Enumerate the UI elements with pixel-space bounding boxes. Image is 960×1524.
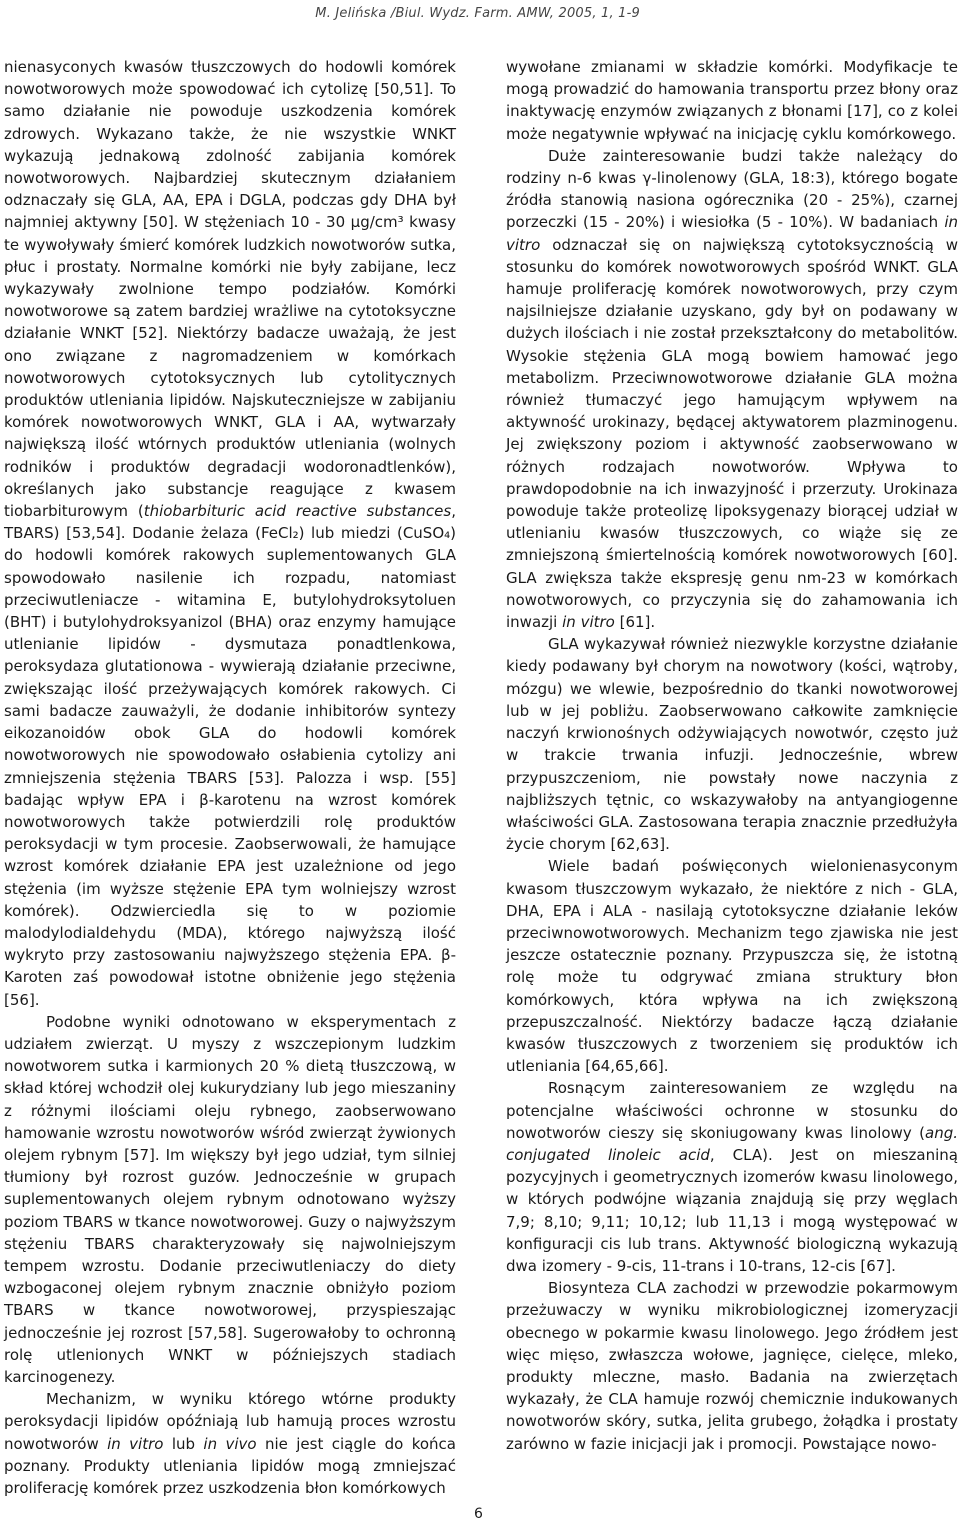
- italic-text: ang. conjugated linoleic acid: [506, 1123, 958, 1164]
- paragraph: [506, 145, 958, 633]
- paragraph: [4, 56, 456, 1011]
- page-number: 6: [474, 1506, 483, 1522]
- text-run: lub: [163, 1434, 204, 1453]
- text-run: Rosnącym zainteresowaniem ze względu na potencjalne właściwości ochronne w stosunku do nowotworów cieszy się skoniugowany kwas linolowy (: [506, 1079, 958, 1142]
- running-header: M. Jelińska /Biul. Wydz. Farm. AMW, 2005, 1, 1-9: [315, 6, 640, 21]
- italic-text: in vivo: [203, 1434, 257, 1453]
- paragraph: [506, 56, 958, 145]
- text-run: wywołane zmianami w składzie komórki. Modyfikacje te mogą prowadzić do hamowania transportu przez błony oraz inaktywację enzymów związanych z błonami [17], co z kolei może negatywnie wpływać na inicjację cyklu komórkowego.: [506, 58, 958, 143]
- italic-text: thiobarbituric acid reactive substances: [143, 502, 452, 521]
- paragraph: [506, 855, 958, 1077]
- right-column: [506, 56, 958, 1455]
- text-run: nie jest ciągle do końca poznany. Produkty utleniania lipidów mogą zmniejszać proliferację komórek przez uszkodzenia błon komórkowych: [4, 1434, 456, 1497]
- text-run: odznaczał się on największą cytotoksycznością w stosunku do komórek nowotworowych spośród WNKT. GLA hamuje proliferację komórek nowotworowych, przy czym najsilniejsze działanie uzyskano, gdy był on podawany w dużych ilościach i nie został przekształcony do metabolitów. Wysokie stężenia GLA mogą bowiem hamować jego metabolizm. Przeciwnowotworowe działanie GLA można również tłumaczyć jego hamującym wpływem na aktywność urokinazy, będącej aktywatorem plazminogenu. Jej zwiększony poziom i aktywność zaobserwowano w różnych rodzajach nowotworów. Wpływa to prawdopodobnie na ich inwazyjność i przerzuty. Urokinaza powoduje także proteolizę lipoksygenazy biorącej udział w utlenianiu kwasów tłuszczowych, co wiąże się ze zmniejszoną śmiertelnością komórek nowotworowych [60]. GLA zwiększa także ekspresję genu nm-23 w komórkach nowotworowych, co przyczynia się do zahamowania ich inwazji: [506, 235, 958, 632]
- text-run: , TBARS) [53,54]. Dodanie żelaza (FeCl₂) lub miedzi (CuSO₄) do hodowli komórek rakowych suplementowanych GLA spowodowało nasilenie ich rozpadu, natomiast przeciwutleniacze - witamina E, butylohydroksytoluen (BHT) i butylohydroksyanizol (BHA) oraz enzymy hamujące utlenianie lipidów - dysmutaza ponadtlenkowa, peroksydaza glutationowa - wywierają działanie przeciwne, zwiększając ilość przeżywających komórek rakowych. Ci sami badacze zauważyli, że dodanie inhibitorów syntezy eikozanoidów obok GLA do hodowli komórek nowotworowych nie spowodowało osłabienia cytolizy ani zmniejszenia stężenia TBARS [53]. Palozza i wsp. [55] badając wpływ EPA i β-karotenu na wzrost komórek nowotworowych także potwierdzili rolę produktów peroksydacji w tym procesie. Zaobserwowali, że hamujące wzrost komórek działanie EPA jest uzależnione od jego stężenia (im wyższe stężenie EPA tym wolniejszy wzrost komórek). Odzwierciedla się to w poziomie malodylodialdehydu (MDA), którego najwyższą ilość wykryto przy zastosowaniu najwyższego stężenia EPA. β-Karoten zaś powodował istotne obniżenie jego stężenia [56].: [4, 502, 456, 1009]
- italic-text: in vitro: [562, 613, 615, 632]
- paragraph: [506, 1077, 958, 1277]
- left-column: [4, 56, 456, 1499]
- paragraph: [4, 1388, 456, 1499]
- text-run: , CLA). Jest on mieszaniną pozycyjnych i geometrycznych izomerów kwasu linolowego, w których podwójne wiązania znajdują się przy węglach 7,9; 8,10; 9,11; 10,12; lub 11,13 i mogą występować w konfiguracji cis lub trans. Aktywność biologiczną wykazują dwa izomery - 9-cis, 11-trans i 10-trans, 12-cis [67].: [506, 1145, 958, 1275]
- paragraph: [506, 633, 958, 855]
- text-run: Wiele badań poświęconych wielonienasyconym kwasom tłuszczowym wykazało, że niektóre z nich - GLA, DHA, EPA i ALA - nasilają cytotoksyczne działanie leków przeciwnowotworowych. Mechanizm tego zjawiska nie jest jeszcze ostatecznie poznany. Przypuszcza się, że istotną rolę może tu odgrywać zmiana struktury błon komórkowych, która wpływa na ich zwiększoną przepuszczalność. Niektórzy badacze łączą działanie kwasów tłuszczowych z tworzeniem się produktów ich utleniania [64,65,66].: [506, 857, 958, 1076]
- italic-text: in vitro: [506, 213, 958, 254]
- paragraph: [4, 1011, 456, 1388]
- text-run: Duże zainteresowanie budzi także należący do rodziny n-6 kwas γ-linolenowy (GLA, 18:3), którego bogate źródła stanowią nasiona ogórecznika (20 - 25%), czarnej porzeczki (15 - 20%) i wiesiołka (5 - 10%). W badaniach: [506, 146, 958, 232]
- text-run: nienasyconych kwasów tłuszczowych do hodowli komórek nowotworowych może spowodować ich cytolizę [50,51]. To samo działanie nie powoduje uszkodzenia komórek zdrowych. Wykazano także, że nie wszystkie WNKT wykazują jednakową zdolność zabijania komórek nowotworowych. Najbardziej skutecznym działaniem odznaczały się GLA, AA, EPA i DGLA, podczas gdy DHA był najmniej aktywny [50]. W stężeniach 10 - 30 µg/cm³ kwasy te wywoływały śmierć komórek ludzkich nowotworów sutka, płuc i prostaty. Normalne komórki nie były zabijane, lecz wykazywały zwolnione tempo podziałów. Komórki nowotworowe są zatem bardziej wrażliwe na cytotoksyczne działanie WNKT [52]. Niektórzy badacze uważają, że jest ono związane z nagromadzeniem w komórkach nowotworowych cytotoksycznych lub cytolitycznych produktów utleniania lipidów. Najskuteczniejsze w zabijaniu komórek nowotworowych WNKT, GLA i AA, wytwarzały największą ilość wtórnych produktów utleniania (wolnych rodników i produktów degradacji wodoronadtlenków), określanych jako substancje reagujące z kwasem tiobarbiturowym (: [4, 58, 456, 521]
- text-run: Podobne wyniki odnotowano w eksperymentach z udziałem zwierząt. U myszy z wszczepionym ludzkim nowotworem sutka i karmionych 20 % dietą tłuszczową, w skład której wchodził olej kukurydziany lub jego mieszaniny z różnymi ilościami oleju rybnego, zaobserwowano hamowanie wzrostu nowotworów wśród zwierząt żywionych olejem rybnym [57]. Im większy był jego udział, tym silniej tłumiony był rozrost guzów. Jednocześnie w grupach suplementowanych olejem rybnym odnotowano wyższy poziom TBARS w tkance nowotworowej. Guzy o najwyższym stężeniu TBARS charakteryzowały się najwolniejszym tempem wzrostu. Dodanie przeciwutleniaczy do diety wzbogaconej olejem rybnym znacznie obniżyło poziom TBARS w tkance nowotworowej, przyspieszając jednocześnie jej rozrost [57,58]. Sugerowałoby to ochronną rolę utlenionych WNKT w późniejszych stadiach karcinogenezy.: [4, 1012, 456, 1386]
- italic-text: in vitro: [107, 1434, 164, 1453]
- text-run: GLA wykazywał również niezwykle korzystne działanie kiedy podawany był chorym na nowotwory (kości, wątroby, mózgu) we wlewie, bezpośrednio do tkanki nowotworowej lub w jej pobliżu. Zaobserwowano całkowite zamknięcie naczyń krwionośnych odżywiających nowotwór, często już w trakcie trwania infuzji. Jednocześnie, wbrew przypuszczeniom, nie powstały nowe naczynia z najbliższych tętnic, co wskazywałoby na antyangiogenne właściwości GLA. Zastosowana terapia znacznie przedłużyła życie chorym [62,63].: [506, 635, 958, 854]
- text-run: Mechanizm, w wyniku którego wtórne produkty peroksydacji lipidów opóźniają lub hamują proces wzrostu nowotworów: [4, 1390, 456, 1453]
- text-run: [61].: [614, 613, 656, 632]
- paragraph: [506, 1277, 958, 1455]
- text-run: Biosynteza CLA zachodzi w przewodzie pokarmowym przeżuwaczy w wyniku mikrobiologicznej izomeryzacji obecnego w pokarmie kwasu linolowego. Jego źródłem jest więc mięso, zwłaszcza wołowe, jagnięce, cielęce, mleko, produkty mleczne, masło. Badania na zwierzętach wykazały, że CLA hamuje rozwój chemicznie indukowanych nowotworów skóry, sutka, jelita grubego, żołądka i prostaty zarówno w fazie inicjacji jak i promocji. Powstające nowo-: [506, 1279, 958, 1453]
